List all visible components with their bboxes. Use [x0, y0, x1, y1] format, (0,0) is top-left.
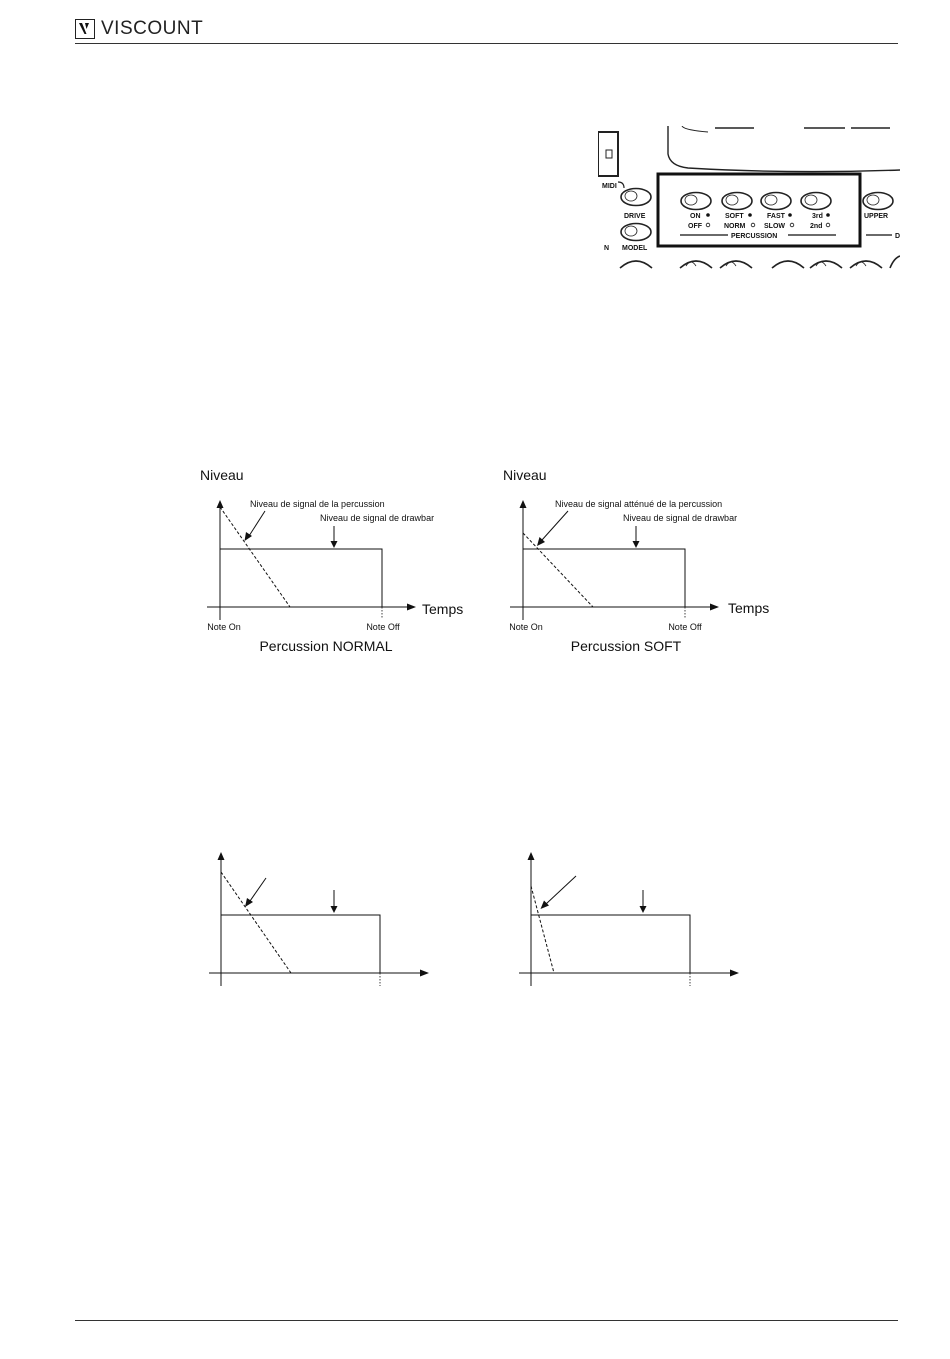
diagram-percussion-soft [498, 462, 788, 662]
normal-drawbar-note: Niveau de signal de drawbar [320, 513, 435, 523]
soft-note-on: Note On [509, 622, 543, 632]
normal-ylabel: Niveau [200, 467, 244, 483]
normal-xlabel: Temps [422, 601, 464, 617]
soft-note-off: Note Off [668, 622, 702, 632]
normal-drawbar-signal [220, 549, 382, 607]
viscount-logo-icon [75, 19, 95, 39]
fast-drawbar-signal [531, 915, 690, 973]
soft-percussion-signal [523, 533, 593, 607]
slow-drawbar-signal [221, 915, 380, 973]
fast-label: FAST [767, 213, 785, 220]
soft-xlabel: Temps [728, 600, 770, 616]
fast-percussion-signal [531, 886, 554, 973]
off-label: OFF [688, 223, 702, 230]
model-label: MODEL [622, 245, 648, 252]
normal-note-off: Note Off [366, 622, 400, 632]
on-label: ON [690, 213, 701, 220]
slow-percussion-signal [221, 872, 291, 973]
second-label: 2nd [810, 223, 823, 230]
page-header [75, 17, 898, 45]
percussion-3rd-2nd-button [801, 193, 831, 210]
norm-label: NORM [724, 223, 746, 230]
normal-percussion-arrow [249, 511, 265, 536]
footer-divider [75, 1320, 898, 1321]
normal-percussion-signal [220, 507, 290, 607]
normal-note-on: Note On [207, 622, 241, 632]
percussion-soft-norm-button [722, 193, 752, 210]
diagram-decay-fast [510, 848, 750, 998]
soft-drawbar-signal [523, 549, 685, 607]
normal-percussion-note: Niveau de signal de la percussion [250, 499, 385, 509]
soft-percussion-note: Niveau de signal atténué de la percussion [555, 499, 723, 509]
d-label: D [895, 233, 900, 240]
soft-ylabel: Niveau [503, 467, 547, 483]
drive-label: DRIVE [624, 213, 646, 220]
n-label: N [604, 245, 610, 252]
percussion-fast-slow-button [761, 193, 791, 210]
percussion-on-off-button [681, 193, 711, 210]
diagram-decay-slow [200, 848, 440, 998]
midi-label: MIDI [602, 183, 617, 190]
normal-caption: Percussion NORMAL [259, 638, 393, 654]
soft-percussion-arrow [542, 511, 568, 540]
header-divider [75, 43, 898, 44]
third-label: 3rd [812, 213, 823, 220]
soft-label: SOFT [725, 213, 744, 220]
soft-caption: Percussion SOFT [570, 638, 682, 654]
diagram-percussion-normal [195, 462, 485, 662]
percussion-panel-illustration [598, 126, 900, 270]
slow-label: SLOW [764, 223, 785, 230]
upper-label: UPPER [864, 213, 889, 220]
brand-name: VISCOUNT [101, 18, 204, 39]
soft-drawbar-note: Niveau de signal de drawbar [623, 513, 738, 523]
percussion-label: PERCUSSION [731, 233, 778, 240]
